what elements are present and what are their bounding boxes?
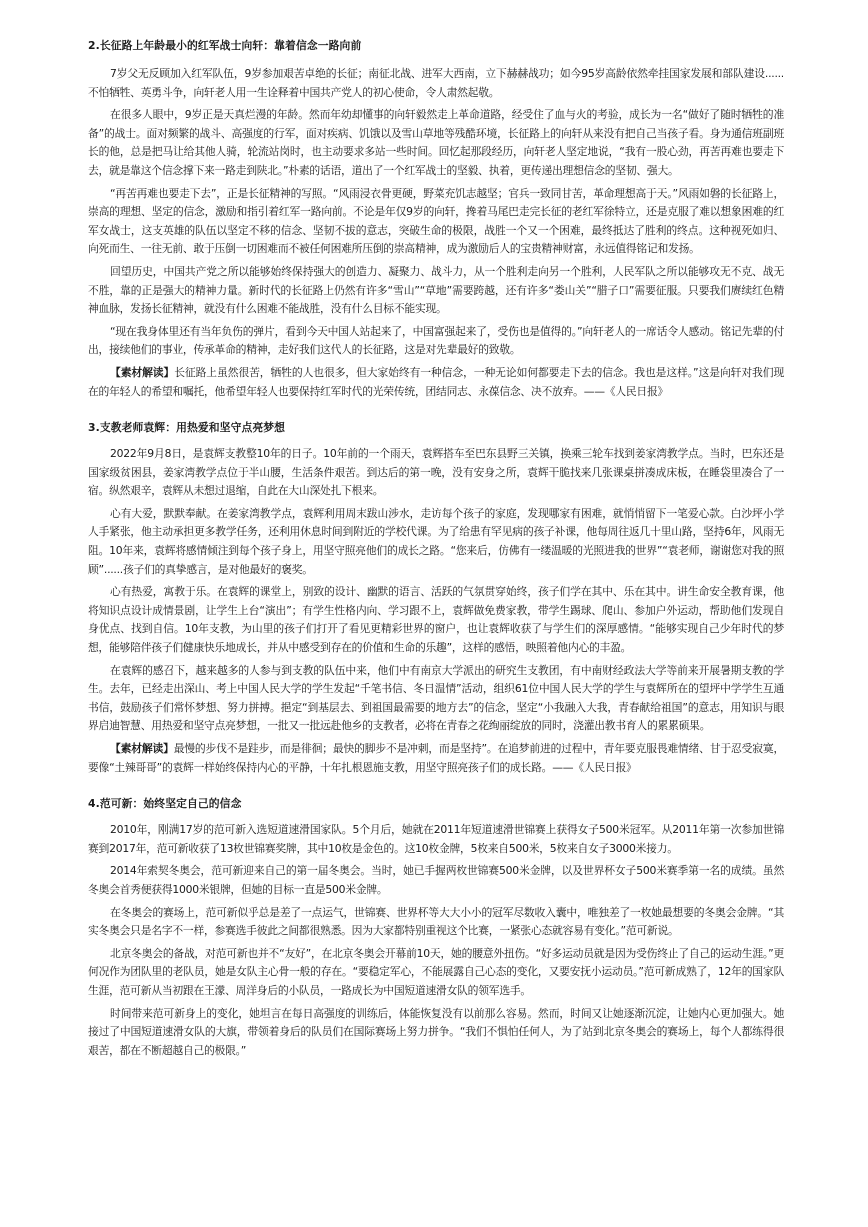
section-4-paragraph-2: 2014年索契冬奥会，范可新迎来自己的第一届冬奥会。当时，她已手握两枚世锦赛500米金牌，以及世界杯女子500米赛季第一名的成绩。虽然冬奥会首秀便获得1000米银牌，但她的目标一直是500米金牌。 [88,864,784,896]
section-3-paragraph-2: 心有大爱，默默奉献。在姜家湾教学点，袁辉利用周末跋山涉水，走访每个孩子的家庭，发现哪家有困难，就悄悄留下一笔爱心款。白沙坪小学人手紧张，他主动承担更多教学任务，还利用休息时间到附近的学校代课。为了给患有罕见病的孩子补课，他每周往返几十里山路，坚持6年，风雨无阻。10年来，袁辉将感情倾注到每个孩子身上，用坚守照亮他们的成长之路。“您来后，仿佛有一缕温暖的光照进我的世界”“袁老师，谢谢您对我的照顾”......孩子们的真挚感言，是对他最好的褒奖。 [88,506,784,576]
section-4-paragraph-1: 2010年，刚满17岁的范可新入选短道速滑国家队。5个月后，她就在2011年短道速滑世锦赛上获得女子500米冠军。从2011年第一次参加世锦赛到2017年，范可新收获了13枚世锦赛奖牌，其中10枚是金色的。这10枚金牌，5枚来自500米，5枚来自女子3000米接力。 [88,823,784,855]
section-2-material-note [88,364,784,401]
material-note-text: 长征路上虽然很苦，牺牲的人也很多，但大家始终有一种信念，一种无论如何都要走下去的信念。我也是这样。”这是向轩对我们现在的年轻人的希望和嘱托，他希望年轻人也要保持红军时代的光荣传统，团结同志、永葆信念、决不放弃。——《人民日报》 [88,365,784,398]
section-3-paragraph-1: 2022年9月8日，是袁辉支教整10年的日子。10年前的一个雨天，袁辉搭车至巴东县野三关镇，换乘三轮车找到姜家湾教学点。当时，巴东还是国家级贫困县，姜家湾教学点位于半山腰，生活条件艰苦。到达后的第一晚，没有安身之所，袁辉干脆找来几张课桌拼凑成床板，在睡袋里凑合了一宿。纵然艰辛，袁辉从未想过退缩，自此在大山深处扎下根来。 [88,447,784,498]
material-note-label: 【素材解读】 [110,742,174,755]
section-2-paragraph-2: 在很多人眼中，9岁正是天真烂漫的年龄。然而年幼却懂事的向轩毅然走上革命道路，经受住了血与火的考验，成长为一名“做好了随时牺牲的准备”的战士。面对频繁的战斗、高强度的行军，面对疾病、饥饿以及雪山草地等残酷环境，长征路上的向轩从来没有把自己当孩子看。身为通信班副班长的他，总是把马让给其他人骑，轮流站岗时，也主动要求多站一些时间。回忆起那段经历，向轩老人坚定地说，“我有一股心劲，再苦再难也要走下去，就是靠这个信念撑下来一路走到陕北。”朴素的话语，道出了一个红军战士的坚毅、执着，更传递出理想信念的坚韧、强大。 [88,108,784,177]
section-4-title: 4.范可新：始终坚定自己的信念 [88,797,242,811]
section-4-paragraph-3: 在冬奥会的赛场上，范可新似乎总是差了一点运气，世锦赛、世界杯等大大小小的冠军尽数收入囊中，唯独差了一枚她最想要的冬奥会金牌。“其实冬奥会只是名字不一样，参赛选手彼此之间都很熟悉。因为大家都特别重视这个比赛，一紧张心态就容易有变化。”范可新说。 [88,905,784,938]
section-3-material-note [88,740,784,777]
section-4-paragraph-5: 时间带来范可新身上的变化，她坦言在每日高强度的训练后，体能恢复没有以前那么容易。然而，时间又让她逐渐沉淀，让她内心更加强大。她接过了中国短道速滑女队的大旗，带领着身后的队员们在国际赛场上努力拼争。“我们不惧怕任何人，为了站到北京冬奥会的赛场上，每个人都练得很艰苦，都在不断超越自己的极限。” [88,1006,784,1057]
section-2-paragraph-4: 回望历史，中国共产党之所以能够始终保持强大的创造力、凝聚力、战斗力，从一个胜利走向另一个胜利，人民军队之所以能够攻无不克、战无不胜，靠的正是强大的精神力量。新时代的长征路上仍然有许多“雪山”“草地”需要跨越，还有许多“娄山关”“腊子口”需要征服。只要我们赓续红色精神血脉，发扬长征精神，就没有什么困难不能战胜，没有什么目标不能实现。 [88,264,784,316]
section-3-title: 3.支教老师袁辉：用热爱和坚守点亮梦想 [88,421,286,435]
section-2-paragraph-1: 7岁父无反顾加入红军队伍，9岁参加艰苦卓绝的长征；南征北战、进军大西南，立下赫赫战功；如今95岁高龄依然牵挂国家发展和部队建设......不怕牺牲、英勇斗争，向轩老人用一生诠释着中国共产党人的初心使命，令人肃然起敬。 [88,67,784,99]
section-2-title: 2.长征路上年龄最小的红军战士向轩：靠着信念一路向前 [88,39,362,52]
section-3-paragraph-4: 在袁辉的感召下，越来越多的人参与到支教的队伍中来，他们中有南京大学派出的研究生支教团，有中南财经政法大学等前来开展暑期支教的学生。去年，已经走出深山、考上中国人民大学的学生发起“千笔书信、冬日温情”活动，组织61位中国人民大学的学生与袁辉所在的望坪中学学生互通书信，鼓励孩子们常怀梦想、努力拼搏。挹定“到基层去、到祖国最需要的地方去”的信念，坚定“小我融入大我，青春献给祖国”的意志，用知识与眼界启迪智慧、用热爱和坚守点亮梦想，一批又一批远赴他乡的支教者，必将在青春之花绚丽绽放的同时，浇灌出教书育人的累累硕果。 [88,663,784,733]
section-2-paragraph-3: “再苦再难也要走下去”，正是长征精神的写照。“风雨浸衣骨更硬，野菜充饥志越坚；官兵一致同甘苦，革命理想高于天。”风雨如磐的长征路上，崇高的理想、坚定的信念，激励和指引着红军一路向前。不论是年仅9岁的向轩，搀着马尾巴走完长征的老红军徐特立，还是克服了难以想象困难的红军女战士，这支英雄的队伍以坚定不移的信念、坚韧不拔的意志，突破生命的极限，战胜一个又一个困难，最终抵达了胜利的终点。这种视死如归、向死而生、一往无前、敢于压倒一切困难而不被任何困难所压倒的崇高精神，成为激励后人的宝贵精神财富，永远值得铭记和发扬。 [88,186,784,256]
section-4-paragraph-4: 北京冬奥会的备战，对范可新也并不“友好”，在北京冬奥会开幕前10天，她的腰意外扭伤。“好多运动员就是因为受伤终止了自己的运动生涯。”更何况作为团队里的老队员，她是女队主心骨一般的存在。“要稳定军心，不能展露自己心态的变化，又要安抚小运动员。”范可新成熟了，12年的国家队生涯，范可新从当初跟在王濛、周洋身后的小队员，一路成长为中国短道速滑女队的领军选手。 [88,946,784,997]
section-3-paragraph-3: 心有热爱，寓教于乐。在袁辉的课堂上，别致的设计、幽默的语言、活跃的气氛贯穿始终，孩子们学在其中、乐在其中。讲生命安全教育课，他将知识点设计成情景剧，让学生上台“演出”；有学生性格内向、学习跟不上，袁辉做免费家教，带学生踢球、爬山、参加户外运动，帮助他们发现自身优点、找到自信。10年支教，为山里的孩子们打开了看见更精彩世界的窗户，也让袁辉收获了与学生们的深厚感情。“能够实现自己少年时代的梦想，能够陪伴孩子们健康快乐地成长，并从中感受到存在的价值和生命的乐趣”，这样的感悟，映照着他内心的丰盈。 [88,585,784,655]
material-note-text: 最慢的步伐不是跬步，而是徘徊；最快的脚步不是冲刺，而是坚持”。在追梦前进的过程中，青年要克服畏难情绪、甘于忍受寂寞，要像“土辣哥哥”的袁辉一样始终保持内心的平静，十年扎根恩施支教，用坚守照亮孩子们的成长路。——《人民日报》 [88,742,785,774]
material-note-label: 【素材解读】 [110,365,175,379]
section-2-paragraph-5: “现在我身体里还有当年负伤的弹片，看到今天中国人站起来了，中国富强起来了，受伤也是值得的。”向轩老人的一席话令人感动。铭记先辈的付出，接续他们的事业，传承革命的精神，走好我们这代人的长征路，这是对先辈最好的致敬。 [88,324,784,357]
document-page [88,38,784,1060]
